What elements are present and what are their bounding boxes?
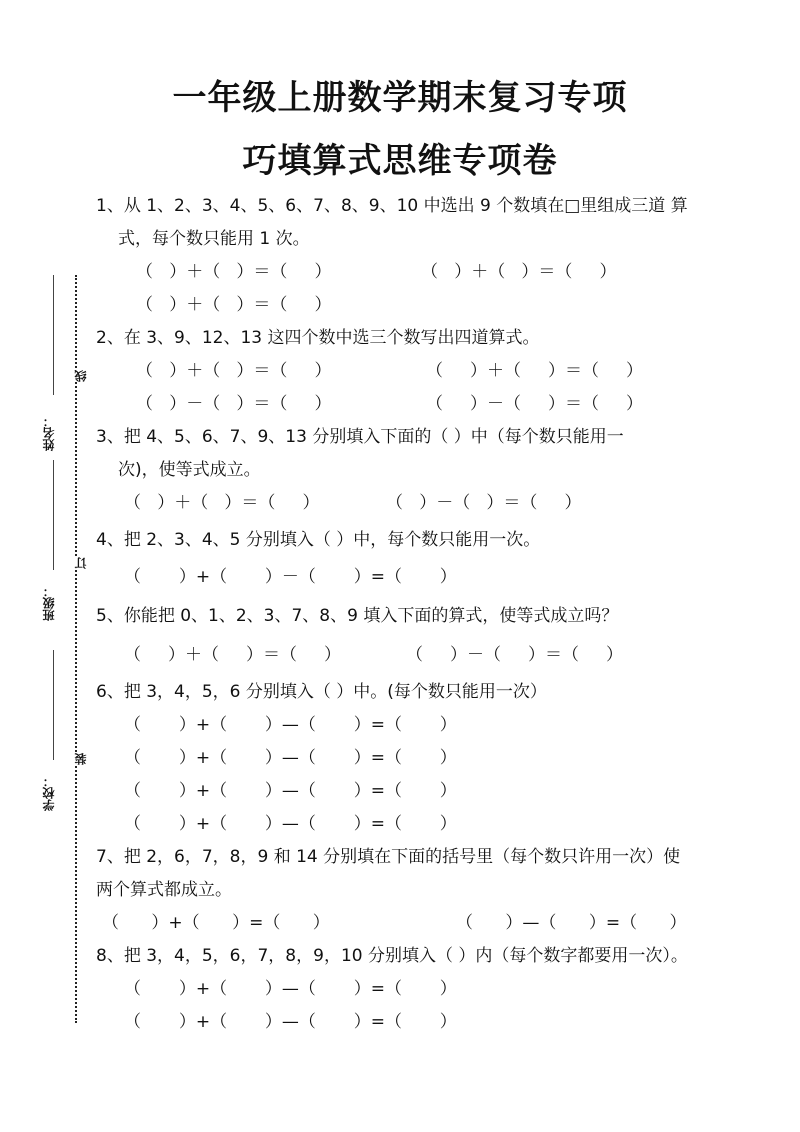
mark-ding: 订 xyxy=(74,557,88,569)
question-number: 7、 xyxy=(96,847,124,867)
class-label: 班级： xyxy=(42,585,56,621)
name-label: 姓名： xyxy=(42,415,56,451)
question-number: 6、 xyxy=(96,682,124,702)
question-text-cont: 次)，使等式成立。 xyxy=(118,460,261,480)
equation-blank[interactable]: （ ）－（ ）＝（ ） xyxy=(426,394,644,414)
question-1 xyxy=(96,190,768,322)
question-text: 从 1、2、3、4、5、6、7、8、9、10 中选出 9 个数填在□里组成三道 算 xyxy=(123,196,688,216)
question-7 xyxy=(96,841,768,940)
binding-dotted-line xyxy=(75,275,77,1023)
question-6 xyxy=(96,676,768,841)
binding-margin xyxy=(30,275,90,1035)
equation-blank[interactable]: （ ）＋（ ）＝（ ） xyxy=(124,645,342,665)
equation-blank[interactable]: （ ）+（ ）—（ ）=（ ） xyxy=(124,1012,457,1032)
question-text: 把 2，6，7，8，9 和 14 分别填在下面的括号里（每个数只许用一次）使 xyxy=(123,847,681,867)
question-number: 3、 xyxy=(96,427,124,447)
mark-xian: 线 xyxy=(74,370,88,382)
page-subtitle: 巧填算式思维专项卷 xyxy=(242,141,558,181)
mark-zhuang: 装 xyxy=(74,753,88,765)
equation-blank[interactable]: （ ）－（ ）＝（ ） xyxy=(136,394,332,414)
question-number: 4、 xyxy=(96,530,124,550)
question-3 xyxy=(96,421,768,520)
question-text: 把 3，4，5，6 分别填入（ ）中。(每个数只能用一次） xyxy=(123,682,547,702)
question-text: 把 4、5、6、7、9、13 分别填入下面的（ ）中（每个数只能用一 xyxy=(123,427,624,447)
equation-blank[interactable]: （ ）＋（ ）＝（ ） xyxy=(421,262,617,282)
equation-blank[interactable]: （ ）+（ ）—（ ）=（ ） xyxy=(124,979,457,999)
equation-blank[interactable]: （ ）+（ ）—（ ）=（ ） xyxy=(124,748,457,768)
name-underline xyxy=(53,275,54,395)
question-text: 在 3、9、12、13 这四个数中选三个数写出四道算式。 xyxy=(123,328,540,348)
question-2 xyxy=(96,322,768,421)
question-text: 把 3，4，5，6，7，8，9，10 分别填入（ ）内（每个数字都要用一次）。 xyxy=(123,946,688,966)
equation-blank[interactable]: （ ）+（ ）－（ ）=（ ） xyxy=(124,567,457,587)
equation-blank[interactable]: （ ）+（ ）—（ ）=（ ） xyxy=(124,715,457,735)
school-label: 学校： xyxy=(42,775,56,811)
equation-blank[interactable]: （ ）+（ ）—（ ）=（ ） xyxy=(124,781,457,801)
equation-blank[interactable]: （ ）＋（ ）＝（ ） xyxy=(426,361,644,381)
question-number: 8、 xyxy=(96,946,124,966)
question-number: 1、 xyxy=(96,196,124,216)
equation-blank[interactable]: （ ）＋（ ）＝（ ） xyxy=(136,361,332,381)
equation-blank[interactable]: （ ）－（ ）＝（ ） xyxy=(406,645,624,665)
school-underline xyxy=(53,650,54,760)
equation-blank[interactable]: （ ）＋（ ）＝（ ） xyxy=(124,493,320,513)
question-number: 5、 xyxy=(96,606,124,626)
question-4 xyxy=(96,524,768,594)
question-5 xyxy=(96,600,768,672)
question-number: 2、 xyxy=(96,328,124,348)
equation-blank[interactable]: （ ）－（ ）＝（ ） xyxy=(386,493,582,513)
question-8 xyxy=(96,940,768,1039)
equation-blank[interactable]: （ ）＋（ ）＝（ ） xyxy=(136,262,332,282)
equation-blank[interactable]: （ ）—（ ）=（ ） xyxy=(456,913,687,933)
class-underline xyxy=(53,460,54,570)
question-list xyxy=(96,190,768,1039)
question-text-cont: 式，每个数只能用 1 次。 xyxy=(118,229,310,249)
question-text: 你能把 0、1、2、3、7、8、9 填入下面的算式，使等式成立吗？ xyxy=(123,606,619,626)
equation-blank[interactable]: （ ）＋（ ）＝（ ） xyxy=(136,295,332,315)
equation-blank[interactable]: （ ）+（ ）—（ ）=（ ） xyxy=(124,814,457,834)
question-text-cont: 两个算式都成立。 xyxy=(96,880,232,900)
page-title: 一年级上册数学期末复习专项 xyxy=(172,78,628,118)
equation-blank[interactable]: （ ）+（ ）=（ ） xyxy=(102,913,330,933)
question-text: 把 2、3、4、5 分别填入（ ）中，每个数只能用一次。 xyxy=(123,530,541,550)
